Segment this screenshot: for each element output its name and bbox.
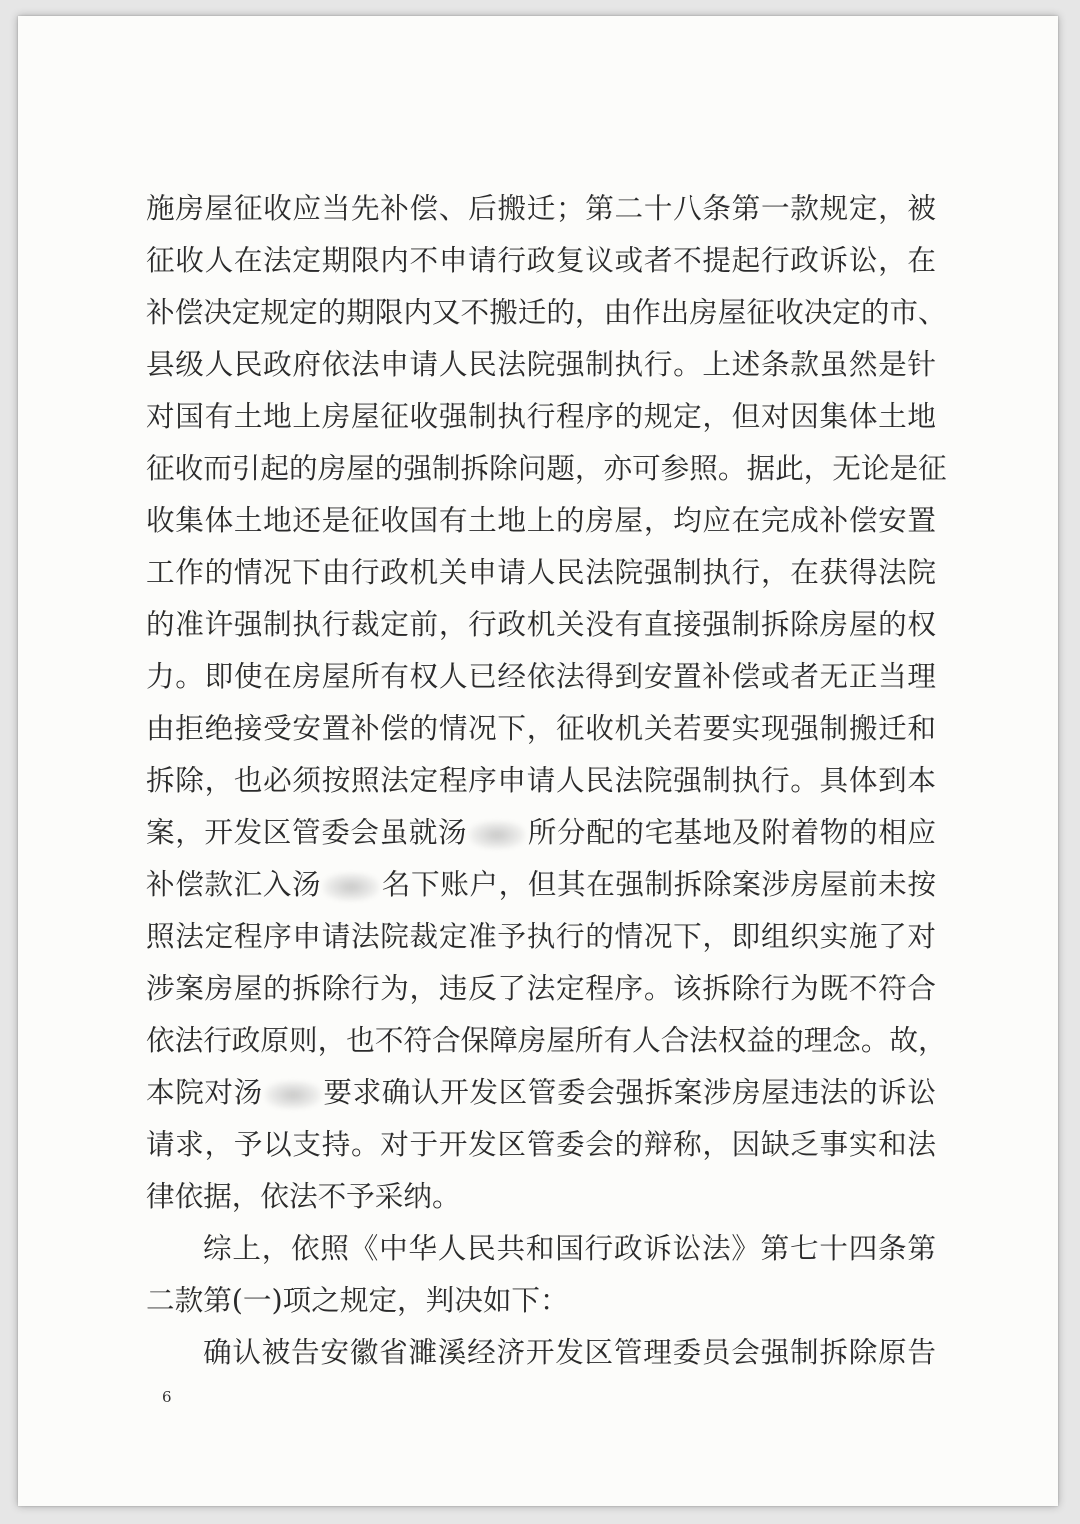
text-line: 请求，予以支持。对于开发区管委会的辩称，因缺乏事实和法 xyxy=(146,1127,936,1161)
text-line: 综上，依照《中华人民共和国行政诉讼法》第七十四条第 xyxy=(203,1231,936,1265)
text-line: 律依据，依法不予采纳。 xyxy=(146,1179,461,1213)
text-line-with-redaction xyxy=(146,806,936,858)
text-line: 确认被告安徽省濉溪经济开发区管理委员会强制拆除原告 xyxy=(203,1335,936,1369)
text-segment: 本院对汤 xyxy=(146,1075,263,1109)
text-line: 对国有土地上房屋征收强制执行程序的规定，但对因集体土地 xyxy=(146,399,936,433)
text-segment: 案，开发区管委会虽就汤 xyxy=(146,815,468,849)
text-line: 征收而引起的房屋的强制拆除问题，亦可参照。据此，无论是征 xyxy=(146,451,947,485)
judgment-body-text xyxy=(146,182,947,1378)
text-line: 收集体土地还是征收国有土地上的房屋，均应在完成补偿安置 xyxy=(146,503,936,537)
redacted-name-blur xyxy=(265,1081,321,1109)
redacted-name-blur xyxy=(469,821,525,849)
text-line: 补偿决定规定的期限内又不搬迁的，由作出房屋征收决定的市、 xyxy=(146,295,947,329)
text-segment: 补偿款汇入汤 xyxy=(146,867,322,901)
text-segment: 名下账户，但其在强制拆除案涉房屋前未按 xyxy=(381,867,936,901)
text-line-with-redaction xyxy=(146,1066,936,1118)
text-line: 施房屋征收应当先补偿、后搬迁；第二十八条第一款规定，被 xyxy=(146,191,936,225)
text-line: 工作的情况下由行政机关申请人民法院强制执行，在获得法院 xyxy=(146,555,936,589)
document-page xyxy=(18,16,1058,1506)
text-line: 征收人在法定期限内不申请行政复议或者不提起行政诉讼，在 xyxy=(146,243,936,277)
redacted-name-blur xyxy=(323,873,379,901)
text-line: 的准许强制执行裁定前，行政机关没有直接强制拆除房屋的权 xyxy=(146,607,936,641)
text-line: 二款第(一)项之规定，判决如下： xyxy=(146,1283,569,1317)
text-line: 拆除，也必须按照法定程序申请人民法院强制执行。具体到本 xyxy=(146,763,936,797)
text-line: 依法行政原则，也不符合保障房屋所有人合法权益的理念。故， xyxy=(146,1023,947,1057)
text-line: 涉案房屋的拆除行为，违反了法定程序。该拆除行为既不符合 xyxy=(146,971,936,1005)
text-segment: 所分配的宅基地及附着物的相应 xyxy=(527,815,936,849)
text-line: 县级人民政府依法申请人民法院强制执行。上述条款虽然是针 xyxy=(146,347,936,381)
text-line: 照法定程序申请法院裁定准予执行的情况下，即组织实施了对 xyxy=(146,919,936,953)
page-number: 6 xyxy=(162,1388,172,1406)
text-segment: 要求确认开发区管委会强拆案涉房屋违法的诉讼 xyxy=(322,1075,936,1109)
text-line: 由拒绝接受安置补偿的情况下，征收机关若要实现强制搬迁和 xyxy=(146,711,936,745)
text-line: 力。即使在房屋所有权人已经依法得到安置补偿或者无正当理 xyxy=(146,659,936,693)
text-line-with-redaction xyxy=(146,858,936,910)
